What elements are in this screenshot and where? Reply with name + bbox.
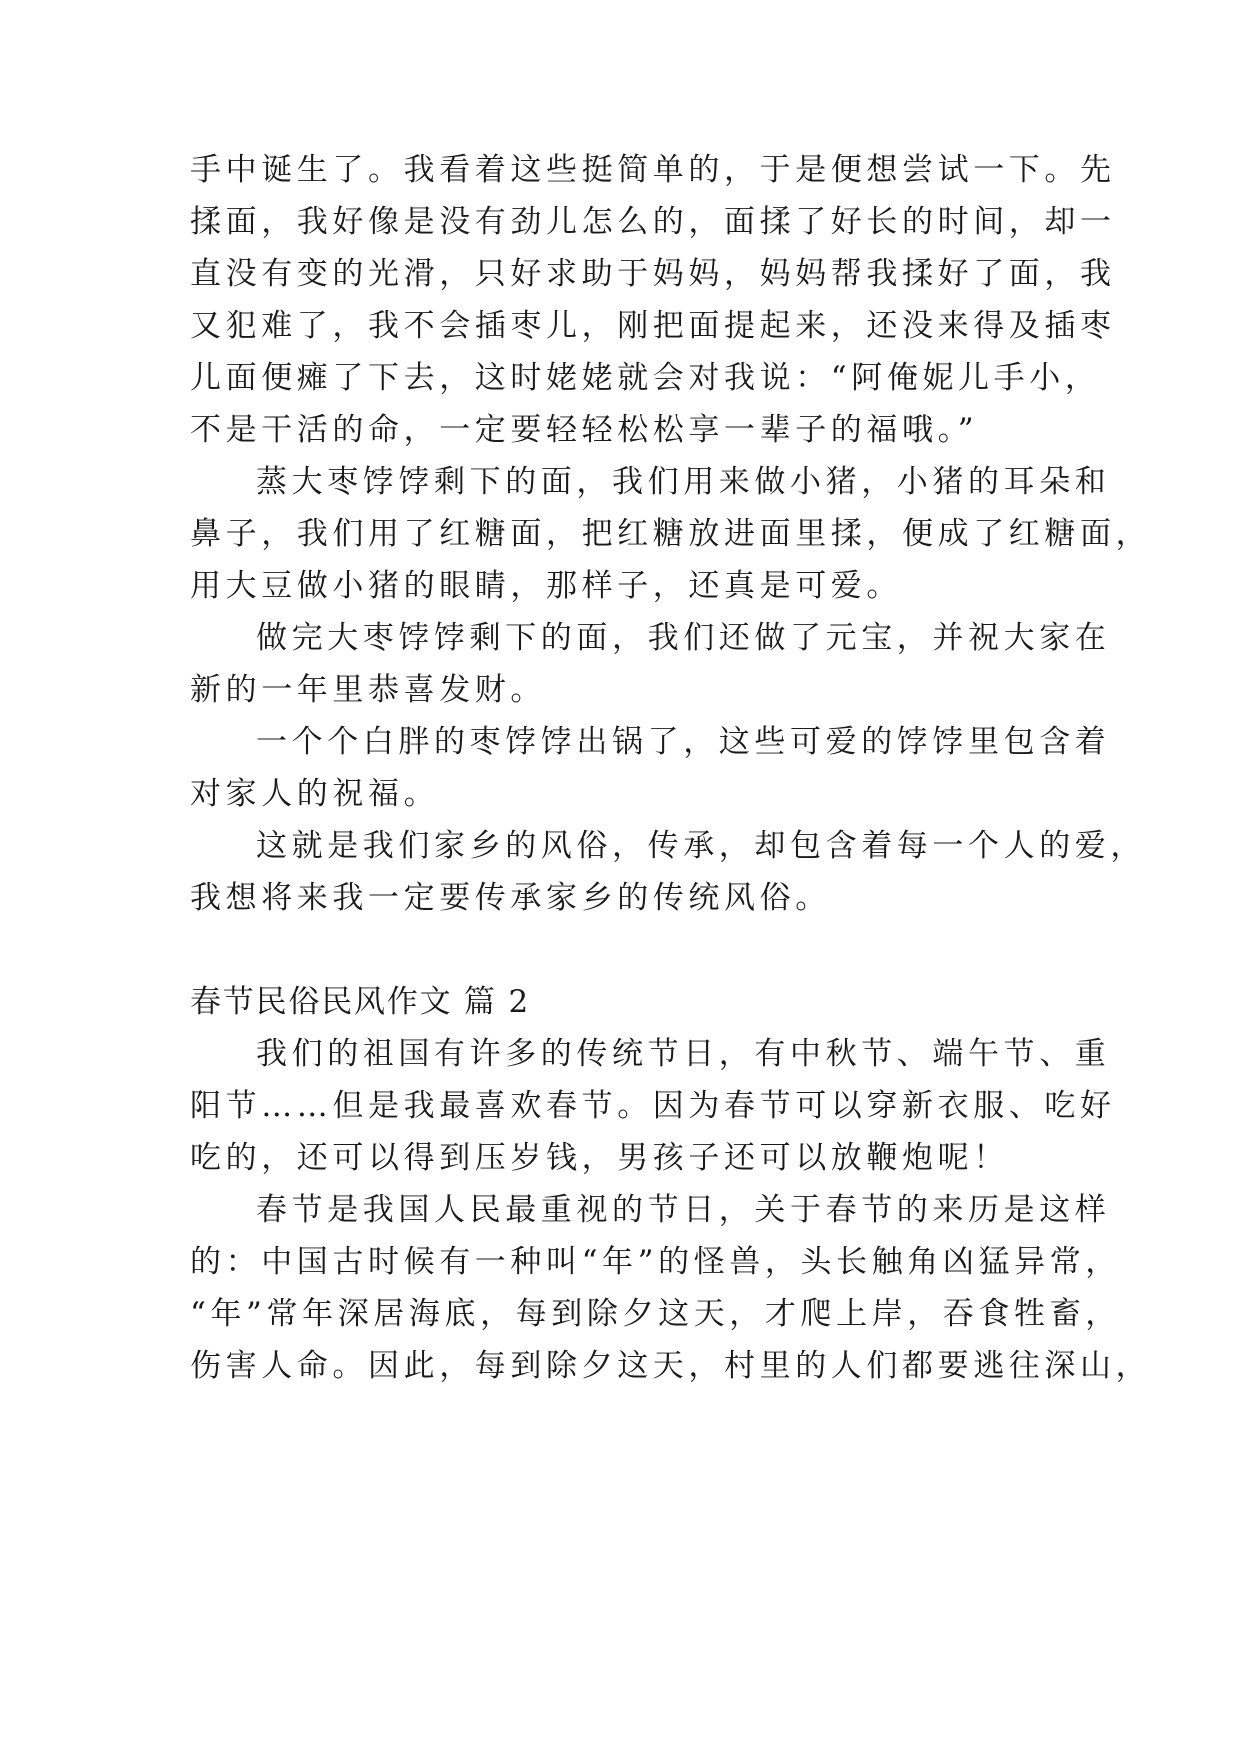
paragraph-first-line: 春节是我国人民最重视的节日，关于春节的来历是这样 [256,1192,1111,1228]
paragraph-first-line: 一个个白胖的枣饽饽出锅了，这些可爱的饽饽里包含着 [256,724,1111,760]
body-text-line: 伤害人命。因此，每到除夕这天，村里的人们都要逃往深山， [190,1348,1152,1384]
paragraph-first-line: 做完大枣饽饽剩下的面，我们还做了元宝，并祝大家在 [256,620,1111,656]
body-text-line: 手中诞生了。我看着这些挺简单的，于是便想尝试一下。先 [190,152,1116,188]
body-text-line: 对家人的祝福。 [190,776,440,812]
body-text-line: 阳节……但是我最喜欢春节。因为春节可以穿新衣服、吃好 [190,1088,1116,1124]
body-text-line: 不是干活的命，一定要轻轻松松享一辈子的福哦。” [190,412,979,448]
body-text-line: 揉面，我好像是没有劲儿怎么的，面揉了好长的时间，却一 [190,204,1116,240]
body-text-line: 儿面便瘫了下去，这时姥姥就会对我说：“阿俺妮儿手小， [190,360,1101,396]
body-text-line: 用大豆做小猪的眼睛，那样子，还真是可爱。 [190,568,902,604]
body-text-line: “年”常年深居海底，每到除夕这天，才爬上岸，吞食牲畜， [190,1296,1121,1332]
body-text-line: 又犯难了，我不会插枣儿，刚把面提起来，还没来得及插枣 [190,308,1116,344]
paragraph-first-line: 我们的祖国有许多的传统节日，有中秋节、端午节、重 [256,1036,1111,1072]
section-heading: 春节民俗民风作文 篇 2 [190,984,531,1020]
body-text-line: 直没有变的光滑，只好求助于妈妈，妈妈帮我揉好了面，我 [190,256,1116,292]
body-text-line: 吃的，还可以得到压岁钱，男孩子还可以放鞭炮呢！ [190,1140,1009,1176]
body-text-line: 我想将来我一定要传承家乡的传统风俗。 [190,880,831,916]
paragraph-first-line: 这就是我们家乡的风俗，传承，却包含着每一个人的爱， [256,828,1146,864]
body-text-line: 鼻子，我们用了红糖面，把红糖放进面里揉，便成了红糖面， [190,516,1152,552]
paragraph-first-line: 蒸大枣饽饽剩下的面，我们用来做小猪，小猪的耳朵和 [256,464,1111,500]
body-text-line: 的：中国古时候有一种叫“年”的怪兽，头长触角凶猛异常， [190,1244,1121,1280]
body-text-line: 新的一年里恭喜发财。 [190,672,546,708]
